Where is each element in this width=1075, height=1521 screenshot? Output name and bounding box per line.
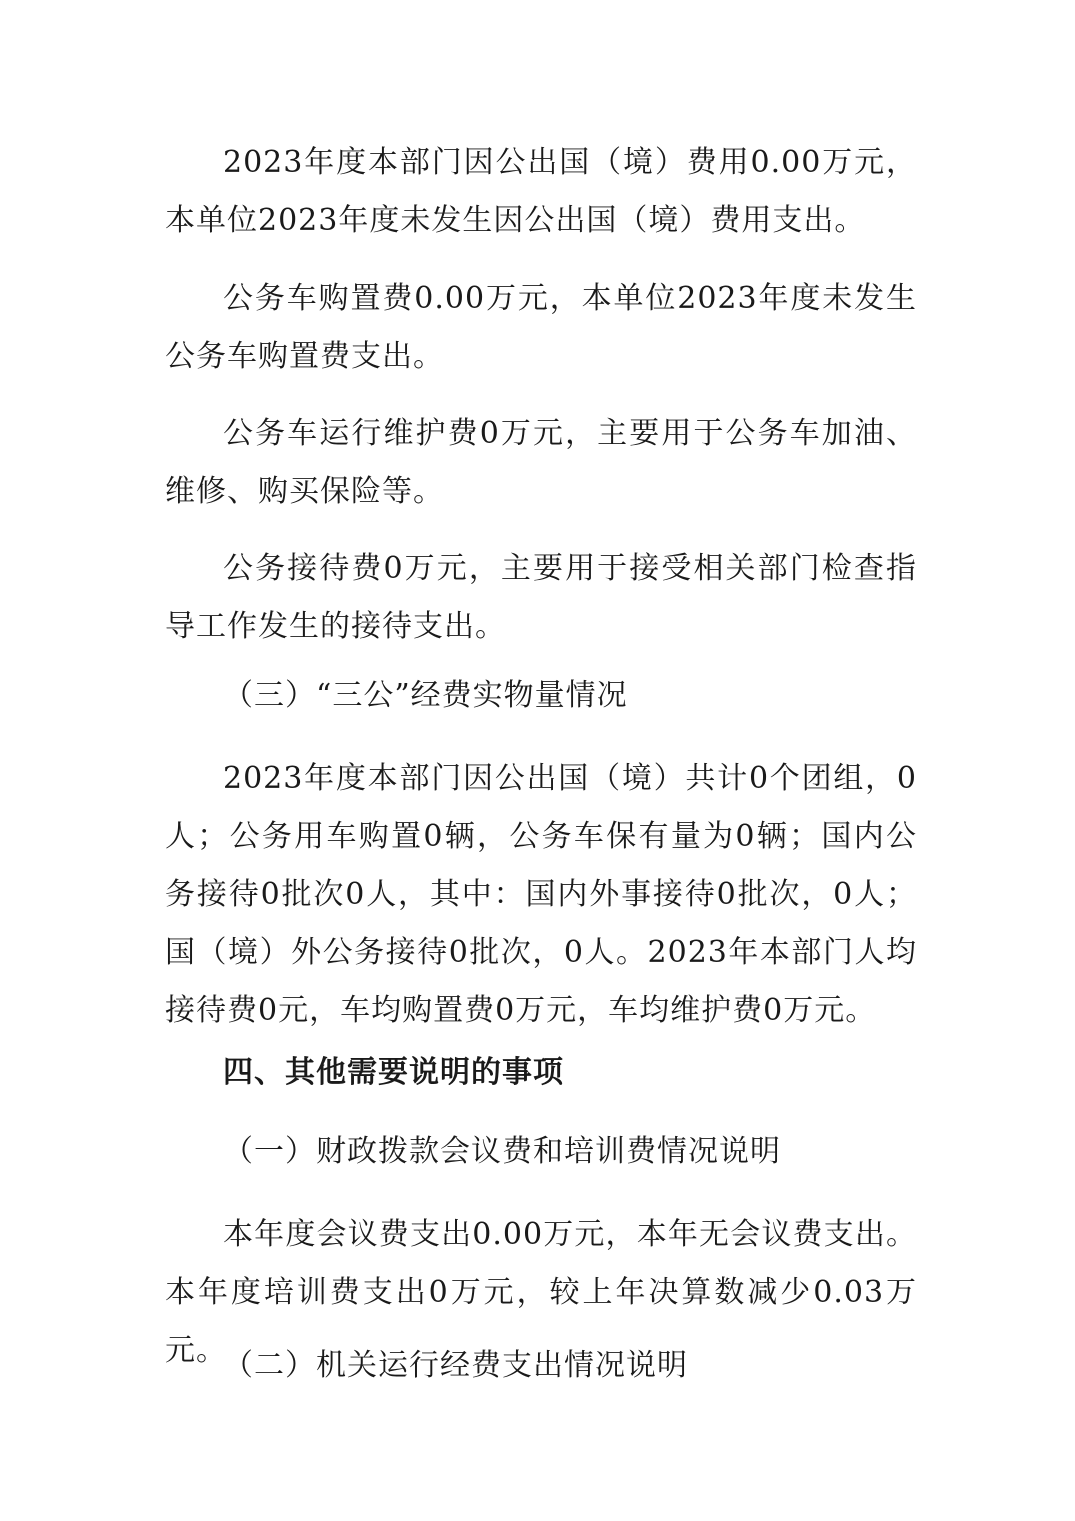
section-heading-other-matters: 四、其他需要说明的事项 (223, 1055, 564, 1090)
paragraph-reception: 公务接待费0万元，主要用于接受相关部门检查指导工作发生的接待支出。 (165, 551, 917, 644)
paragraph-vehicle-maintenance: 公务车运行维护费0万元，主要用于公务车加油、维修、购买保险等。 (165, 416, 917, 509)
subheading-operating-expenses: （二）机关运行经费支出情况说明 (223, 1348, 688, 1383)
subheading-meeting-training: （一）财政拨款会议费和培训费情况说明 (223, 1134, 781, 1169)
paragraph-meeting-training: 本年度会议费支出0.00万元，本年无会议费支出。本年度培训费支出0万元，较上年决算数减少0.03万元。 (165, 1217, 917, 1368)
paragraph-overseas-travel: 2023年度本部门因公出国（境）费用0.00万元，本单位2023年度未发生因公出国（境）费用支出。 (165, 145, 917, 238)
paragraph-vehicle-purchase: 公务车购置费0.00万元，本单位2023年度未发生公务车购置费支出。 (165, 281, 917, 374)
paragraph-quantity-details: 2023年度本部门因公出国（境）共计0个团组，0人；公务用车购置0辆，公务车保有量为0辆；国内公务接待0批次0人，其中：国内外事接待0批次，0人；国（境）外公务接待0批次，0人。2023年本部门人均接待费0元，车均购置费0万元，车均维护费0万元。 (165, 761, 917, 1028)
subheading-three-public-quantity: （三）“三公”经费实物量情况 (223, 678, 628, 713)
